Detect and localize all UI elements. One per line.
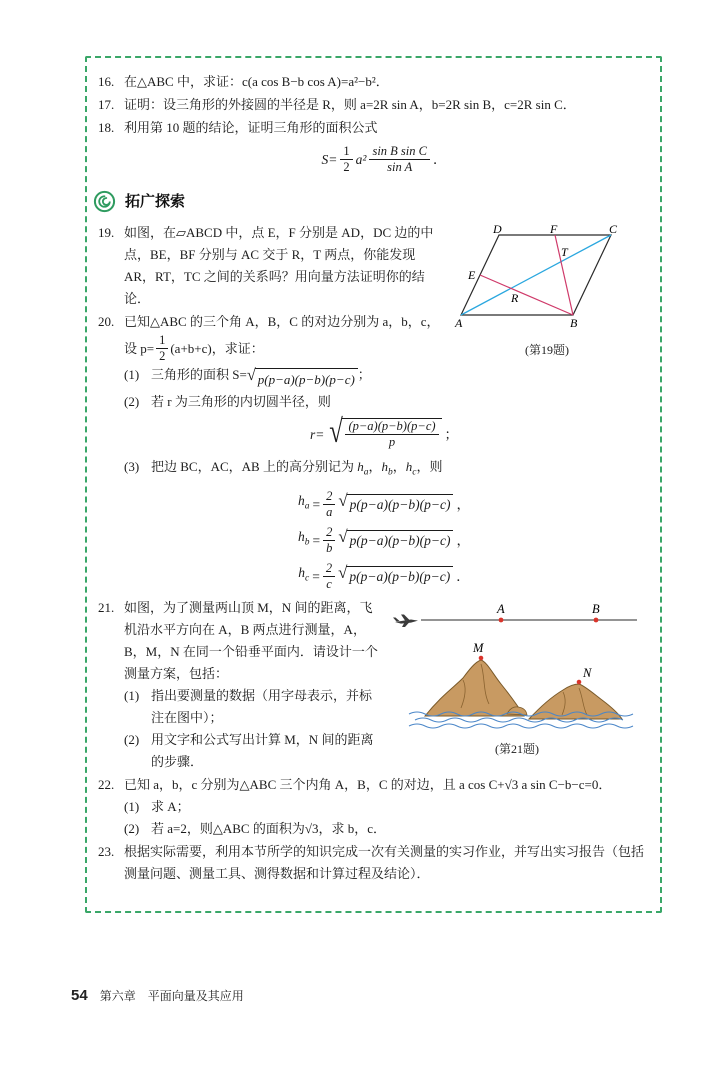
problem-19-number: 19. [98, 225, 115, 240]
formula-a-squared: a² [355, 152, 367, 167]
point-label-f: F [550, 225, 558, 236]
point-label-b: B [592, 601, 600, 616]
problem-18-text: 利用第 10 题的结论，证明三角形的面积公式 [124, 120, 378, 135]
peak-n-dot [577, 679, 582, 684]
problem-20 [97, 311, 644, 592]
figure-21-caption: (第21题) [495, 741, 539, 756]
point-label-e: E [468, 268, 476, 282]
problem-16 [97, 71, 644, 93]
problem-22 [97, 774, 644, 840]
sqrt-expression: √ $\frac{(p-a)(p-b)(p-c)}{p}$ [327, 418, 441, 451]
sub1-label: (1) [124, 798, 140, 814]
formula-period: ． [432, 152, 447, 167]
problem-21 [97, 597, 644, 773]
problem-17 [97, 94, 644, 116]
problem-16-text: 在△ABC 中，求证：c(a cos B−b cos A)=a²−b²． [124, 74, 389, 89]
sub2-label: (2) [124, 820, 140, 836]
section-header [93, 190, 644, 213]
chapter-title: 第六章 平面向量及其应用 [99, 989, 244, 1003]
problem-20-sub2: (2) 若 r 为三角形的内切圆半径，则 [124, 391, 644, 413]
figure-19-caption: (第19题) [525, 343, 569, 357]
formula-height-b: $h_b$ = $\frac{2}{b}$ √ p(p−a)(p−b)(p−c) ， [298, 524, 470, 555]
point-a-dot [499, 617, 504, 622]
point-label-t: T [561, 245, 568, 259]
airplane-icon [393, 614, 418, 627]
problem-20-line1: 已知△ABC 的三个角 A，B，C 的对边分别为 a，b，c， [124, 314, 440, 329]
problem-17-number: 17. [98, 97, 115, 112]
formula-height-a: $h_a$ = $\frac{2}{a}$ √ p(p−a)(p−b)(p−c) ， [298, 488, 470, 519]
sqrt-expression: √ p(p−a)(p−b)(p−c) [338, 494, 453, 514]
problem-21-text: 如图，为了测量两山顶 M，N 间的距离，飞机沿水平方向在 A，B 两点进行测量，A，B，M，N 在同一个铅垂平面内．请设计一个测量方案，包括： [124, 599, 378, 681]
fraction-one-half: $\frac{1}{2}$ [156, 333, 168, 364]
page-number: 54 [71, 987, 88, 1004]
sub2-label: (2) [124, 394, 140, 409]
problem-20-line2: 设 p= $\frac{1}{2}$ (a+b+c)，求证： [124, 333, 264, 363]
sub2-label: (2) [124, 731, 140, 747]
vertex-label-d: D [493, 225, 502, 236]
diagonal-ac [461, 235, 611, 315]
problem-23-text: 根据实际需要，利用本节所学的知识完成一次有关测量的实习作业，并写出实习报告（包括测量问题、测量工具、测得数据和计算过程及结论）． [124, 843, 645, 881]
page-footer [71, 987, 244, 1004]
formula-inradius: r= √ $\frac{(p-a)(p-b)(p-c)}{p}$ ； [309, 414, 459, 450]
fraction-sines: $\frac{\text{sin B sin C}}{\text{sin A}}$ [369, 144, 430, 175]
vertex-label-c: C [609, 225, 618, 236]
point-label-r: R [511, 291, 519, 305]
formula-height-c: $h_c$ = $\frac{2}{c}$ √ p(p−a)(p−b)(p−c) ． [298, 560, 470, 591]
problem-21-sub1: (1) 指出要测量的数据（用字母表示，并标注在图中）； [124, 685, 644, 729]
formula-lhs: S= [321, 152, 338, 167]
vertex-label-a: A [455, 316, 463, 330]
problem-21-sub2: (2) 用文字和公式写出计算 M，N 间的距离的步骤． [124, 729, 644, 773]
problem-20-number: 20. [98, 314, 115, 329]
explore-spiral-icon [93, 190, 116, 213]
problem-20-sub3: (3) 把边 BC，AC，AB 上的高分别记为 $h_a$，$h_b$，$h_c$，则 [124, 456, 644, 484]
sqrt-expression: √ p(p−a)(p−b)(p−c) [338, 566, 453, 586]
problem-18-area-formula [124, 144, 644, 175]
problem-18-number: 18. [98, 120, 115, 135]
fraction-one-half: $\frac{1}{2}$ [340, 144, 352, 175]
point-b-dot [594, 617, 599, 622]
problem-20-sub1: (1) 三角形的面积 S= √ p(p−a)(p−b)(p−c) ； [124, 364, 644, 391]
problem-17-text: 证明：设三角形的外接圆的半径是 R，则 a=2R sin A，b=2R sin B，c=2R sin C． [124, 97, 576, 112]
sqrt-expression: √ p(p−a)(p−b)(p−c) [338, 530, 453, 550]
problem-22-number: 22. [98, 776, 115, 792]
problem-22-sub2: (2) 若 a=2，则△ABC 的面积为√3，求 b，c． [124, 818, 644, 840]
point-label-a: A [497, 601, 505, 616]
sub3-label: (3) [124, 459, 140, 474]
peak-label-n: N [583, 665, 592, 680]
problem-22-sub1: (1) 求 A； [124, 796, 644, 818]
problem-22-text: 已知 a，b，c 分别为△ABC 三个内角 A，B，C 的对边，且 a cos C+√3 a sin C−b−c=0． [124, 776, 612, 792]
exercise-dashed-border [85, 56, 662, 913]
sub1-label: (1) [124, 687, 140, 703]
problem-23-number: 23. [98, 843, 115, 859]
sub1-label: (1) [124, 367, 140, 382]
problem-19-text: 如图，在▱ABCD 中，点 E，F 分别是 AD，DC 边的中点，BE，BF 分别与 AC 交于 R，T 两点，你能发现 AR，RT，TC 之间的关系吗？用向量方法证明你的结论． [124, 225, 434, 306]
problem-21-number: 21. [98, 599, 115, 615]
vertex-label-b: B [570, 316, 578, 330]
segment-be [480, 275, 573, 315]
peak-m-dot [479, 655, 484, 660]
sqrt-expression: √ p(p−a)(p−b)(p−c) [247, 368, 358, 391]
section-title: 拓广探索 [125, 192, 186, 210]
peak-label-m: M [473, 640, 484, 655]
problem-23 [97, 841, 644, 885]
problem-16-number: 16. [98, 74, 115, 89]
problem-18 [97, 117, 644, 175]
